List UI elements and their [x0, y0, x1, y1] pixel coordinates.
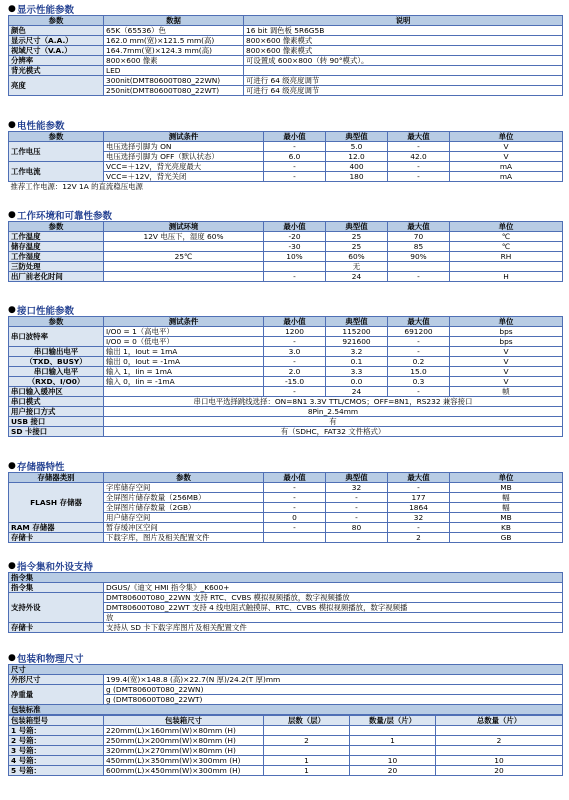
typ: 180 [326, 172, 388, 182]
min: - [264, 272, 326, 282]
interface-table [8, 316, 563, 437]
col-header: 典型值 [326, 473, 388, 483]
col-header: 最小值 [264, 222, 326, 232]
desc: 16 bit 调色板 5R6G5B [244, 26, 563, 36]
param-name: 串口输入电平 [9, 367, 104, 377]
param-name: FLASH 存储器 [9, 483, 104, 523]
electrical-section [8, 118, 563, 191]
section-title: ● 工作环境和可靠性参数 [8, 209, 113, 222]
unit: H [450, 272, 563, 282]
col-header: 典型值 [326, 317, 388, 327]
max: - [388, 172, 450, 182]
packaging-section [8, 651, 563, 776]
typ: 3.3 [326, 367, 388, 377]
col-header: 参数 [104, 473, 264, 483]
condition: 下载字库，图片及相关配置文件 [104, 533, 264, 543]
layers [264, 726, 350, 736]
param-name: 用户接口方式 [9, 407, 104, 417]
box-name: 2 号箱： [9, 736, 104, 746]
condition: 输入 0，Iin = -1mA [104, 377, 264, 387]
col-header: 参数 [9, 132, 104, 142]
value: DMT80600T080_22WT 支持 4 线电阻式触摸屏、RTC、CVBS 模拟视频播放，数字视频播 [104, 603, 563, 613]
min: 1200 [264, 327, 326, 337]
col-header: 最大值 [388, 132, 450, 142]
condition: 电压选择引脚为 OFF（默认状态） [104, 152, 264, 162]
max: 177 [388, 493, 450, 503]
typ: 25 [326, 232, 388, 242]
min: 10% [264, 252, 326, 262]
typ: 0.1 [326, 357, 388, 367]
box-size: 220mm(L)×160mm(W)×80mm (H) [104, 726, 264, 736]
unit: GB [450, 533, 563, 543]
param-name: 工作电流 [9, 162, 104, 182]
param-name: （RXD、I/O0） [9, 377, 104, 387]
typ: 5.0 [326, 142, 388, 152]
condition [104, 272, 264, 282]
per-layer: 10 [350, 756, 436, 766]
unit: V [450, 152, 563, 162]
max: - [388, 337, 450, 347]
unit: mA [450, 162, 563, 172]
condition: 字库储存空间 [104, 483, 264, 493]
box-name: 5 号箱： [9, 766, 104, 776]
col-header: 最小值 [264, 473, 326, 483]
max: - [388, 347, 450, 357]
unit: MB [450, 513, 563, 523]
max: - [388, 272, 450, 282]
param-name: 储存温度 [9, 242, 104, 252]
min: -20 [264, 232, 326, 242]
min [264, 533, 326, 543]
interface-section [8, 303, 563, 437]
param-name: 显示尺寸（A.A.） [9, 36, 104, 46]
param-name: 分辨率 [9, 56, 104, 66]
min: - [264, 142, 326, 152]
col-header: 层数（层） [264, 716, 350, 726]
col-header: 参数 [9, 16, 104, 26]
min [264, 262, 326, 272]
box-name: 4 号箱： [9, 756, 104, 766]
col-header: 最小值 [264, 317, 326, 327]
value: 199.4(宽)×148.8 (高)×22.7(N 厚)/24.2(T 厚)mm [104, 675, 563, 685]
value: 8Pin_2.54mm [104, 407, 563, 417]
condition: 暂存缓冲区空间 [104, 523, 264, 533]
environment-table [8, 221, 563, 282]
typ: - [326, 503, 388, 513]
unit: KB [450, 523, 563, 533]
col-header: 数量/层（片） [350, 716, 436, 726]
section-title: ● 包装和物理尺寸 [8, 652, 84, 665]
electrical-table [8, 131, 563, 191]
param-name: 指令集 [9, 583, 104, 593]
min: - [264, 503, 326, 513]
total [436, 726, 563, 736]
typ: 12.0 [326, 152, 388, 162]
value: 300nit(DMT80600T080_22WN) [104, 76, 244, 86]
pack-table [8, 715, 563, 776]
condition: 用户储存空间 [104, 513, 264, 523]
param-name: 串口输出电平 [9, 347, 104, 357]
value: 串口电平选择跳线选择：ON=8N1 3.3V TTL/CMOS；OFF=8N1，RS232 兼容接口 [104, 397, 563, 407]
unit: 幅 [450, 503, 563, 513]
col-header: 最大值 [388, 473, 450, 483]
typ [326, 533, 388, 543]
box-size: 320mm(L)×270mm(W)×80mm (H) [104, 746, 264, 756]
typ: 24 [326, 272, 388, 282]
min: - [264, 162, 326, 172]
unit: 帧 [450, 387, 563, 397]
max: 0.2 [388, 357, 450, 367]
col-header: 最大值 [388, 317, 450, 327]
layers: 2 [264, 736, 350, 746]
section-title: ● 指令集和外设支持 [8, 560, 94, 573]
min: -15.0 [264, 377, 326, 387]
col-header: 参数 [9, 317, 104, 327]
max: 0.3 [388, 377, 450, 387]
typ: 60% [326, 252, 388, 262]
unit [450, 262, 563, 272]
condition [104, 387, 264, 397]
table-header: 包装标准 [9, 705, 563, 715]
per-layer: 20 [350, 766, 436, 776]
unit: V [450, 142, 563, 152]
typ: 921600 [326, 337, 388, 347]
typ: 400 [326, 162, 388, 172]
col-header: 最大值 [388, 222, 450, 232]
table-header: 指令集 [9, 573, 563, 583]
desc: 可设置成 600×800（转 90°模式）。 [244, 56, 563, 66]
condition [104, 242, 264, 252]
param-name: 亮度 [9, 76, 104, 96]
value: DGUS/《迪文 HMI 指令集》_K600+ [104, 583, 563, 593]
param-name: 支持外设 [9, 593, 104, 623]
box-size: 450mm(L)×350mm(W)×300mm (H) [104, 756, 264, 766]
param-name: 出厂前老化时间 [9, 272, 104, 282]
condition: 全屏图片储存数量（256MB） [104, 493, 264, 503]
min: -30 [264, 242, 326, 252]
param-name: 工作温度 [9, 232, 104, 242]
desc: 800×600 像素模式 [244, 46, 563, 56]
param-name: 串口波特率 [9, 327, 104, 347]
param-name: RAM 存储器 [9, 523, 104, 533]
typ: 0.0 [326, 377, 388, 387]
unit: mA [450, 172, 563, 182]
param-name: USB 接口 [9, 417, 104, 427]
display-table [8, 15, 563, 96]
col-header: 单位 [450, 222, 563, 232]
max: 1864 [388, 503, 450, 513]
min: - [264, 523, 326, 533]
param-name: 净重量 [9, 685, 104, 705]
unit: V [450, 377, 563, 387]
recommendation-note: 推荐工作电源：12V 1A 的直流稳压电源 [9, 182, 563, 192]
environment-section [8, 208, 563, 282]
min: - [264, 493, 326, 503]
param-name: SD 卡接口 [9, 427, 104, 437]
box-size: 600mm(L)×450mm(W)×300mm (H) [104, 766, 264, 776]
min: - [264, 387, 326, 397]
condition: VCC=＋12V，背光亮度最大 [104, 162, 264, 172]
min: - [264, 483, 326, 493]
value: LED [104, 66, 244, 76]
col-header: 数据 [104, 16, 244, 26]
instruction-table [8, 572, 563, 633]
max: 15.0 [388, 367, 450, 377]
condition: 电压选择引脚为 ON [104, 142, 264, 152]
unit: MB [450, 483, 563, 493]
per-layer [350, 746, 436, 756]
total: 10 [436, 756, 563, 766]
per-layer: 1 [350, 736, 436, 746]
col-header: 总数量（片） [436, 716, 563, 726]
col-header: 典型值 [326, 132, 388, 142]
col-header: 包装箱尺寸 [104, 716, 264, 726]
max: - [388, 387, 450, 397]
desc [244, 66, 563, 76]
total [436, 746, 563, 756]
unit: bps [450, 337, 563, 347]
layers [264, 746, 350, 756]
param-name: 背光模式 [9, 66, 104, 76]
max: 85 [388, 242, 450, 252]
condition: 输入 1，Iin = 1mA [104, 367, 264, 377]
col-header: 存储器类别 [9, 473, 104, 483]
layers: 1 [264, 766, 350, 776]
max: - [388, 142, 450, 152]
param-name: 存储卡 [9, 533, 104, 543]
col-header: 典型值 [326, 222, 388, 232]
desc: 可进行 64 级亮度调节 [244, 86, 563, 96]
max: - [388, 523, 450, 533]
box-size: 250mm(L)×200mm(W)×80mm (H) [104, 736, 264, 746]
param-name: 外形尺寸 [9, 675, 104, 685]
box-name: 3 号箱： [9, 746, 104, 756]
unit: bps [450, 327, 563, 337]
typ: 25 [326, 242, 388, 252]
typ: 115200 [326, 327, 388, 337]
typ: 32 [326, 483, 388, 493]
col-header: 参数 [9, 222, 104, 232]
value: 支持从 SD 卡下载字库图片及相关配置文件 [104, 623, 563, 633]
max: - [388, 162, 450, 172]
max: 2 [388, 533, 450, 543]
condition: VCC=＋12V，背光关闭 [104, 172, 264, 182]
max: - [388, 483, 450, 493]
value: 800×600 像素 [104, 56, 244, 66]
condition: 25℃ [104, 252, 264, 262]
param-name: （TXD、BUSY） [9, 357, 104, 367]
typ: 24 [326, 387, 388, 397]
col-header: 最小值 [264, 132, 326, 142]
min: 3.0 [264, 347, 326, 357]
unit: V [450, 367, 563, 377]
condition: I/O0 = 1（高电平） [104, 327, 264, 337]
section-title: ● 显示性能参数 [8, 3, 75, 16]
param-name: 串口输入缓冲区 [9, 387, 104, 397]
size-table [8, 664, 563, 715]
param-name: 存储卡 [9, 623, 104, 633]
per-layer [350, 726, 436, 736]
param-name: 串口模式 [9, 397, 104, 407]
param-name: 工作电压 [9, 142, 104, 162]
col-header: 单位 [450, 132, 563, 142]
value: 162.0 mm(宽)×121.5 mm(高) [104, 36, 244, 46]
condition: 输出 0，Iout = -1mA [104, 357, 264, 367]
param-name: 颜色 [9, 26, 104, 36]
col-header: 测试环境 [104, 222, 264, 232]
unit: V [450, 347, 563, 357]
value: g (DMT80600T080_22WN) [104, 685, 563, 695]
col-header: 单位 [450, 317, 563, 327]
param-name: 视域尺寸（V.A.） [9, 46, 104, 56]
unit: ℃ [450, 242, 563, 252]
unit: RH [450, 252, 563, 262]
typ: 3.2 [326, 347, 388, 357]
storage-section [8, 459, 563, 543]
min: - [264, 357, 326, 367]
value: 164.7mm(宽)×124.3 mm(高) [104, 46, 244, 56]
col-header: 说明 [244, 16, 563, 26]
unit: 幅 [450, 493, 563, 503]
table-header: 尺寸 [9, 665, 563, 675]
typ: 无 [326, 262, 388, 272]
min: - [264, 172, 326, 182]
min: 2.0 [264, 367, 326, 377]
min: - [264, 337, 326, 347]
desc: 800×600 像素模式 [244, 36, 563, 46]
max: 42.0 [388, 152, 450, 162]
typ: - [326, 493, 388, 503]
value: DMT80600T080_22WN 支持 RTC、CVBS 模拟视频播放，数字视频播放 [104, 593, 563, 603]
total: 2 [436, 736, 563, 746]
typ: - [326, 513, 388, 523]
value: g (DMT80600T080_22WT) [104, 695, 563, 705]
display-section [8, 2, 563, 96]
max: 32 [388, 513, 450, 523]
col-header: 包装箱型号 [9, 716, 104, 726]
instruction-section [8, 559, 563, 633]
max: 691200 [388, 327, 450, 337]
desc: 可进行 64 级亮度调节 [244, 76, 563, 86]
box-name: 1 号箱： [9, 726, 104, 736]
storage-table [8, 472, 563, 543]
param-name: 三防处理 [9, 262, 104, 272]
param-name: 工作湿度 [9, 252, 104, 262]
section-title: ● 电性能参数 [8, 119, 65, 132]
condition: 输出 1，Iout = 1mA [104, 347, 264, 357]
col-header: 单位 [450, 473, 563, 483]
value: 有（SDHC，FAT32 文件格式） [104, 427, 563, 437]
max: 70 [388, 232, 450, 242]
section-title: ● 接口性能参数 [8, 304, 75, 317]
unit: V [450, 357, 563, 367]
min: 0 [264, 513, 326, 523]
typ: 80 [326, 523, 388, 533]
col-header: 测试条件 [104, 132, 264, 142]
condition [104, 262, 264, 272]
min: 6.0 [264, 152, 326, 162]
section-title: ● 存储器特性 [8, 460, 65, 473]
total: 20 [436, 766, 563, 776]
condition: I/O0 = 0（低电平） [104, 337, 264, 347]
condition: 12V 电压下，湿度 60% [104, 232, 264, 242]
value: 65K（65536）色 [104, 26, 244, 36]
condition: 全屏图片储存数量（2GB） [104, 503, 264, 513]
value: 有 [104, 417, 563, 427]
max [388, 262, 450, 272]
layers: 1 [264, 756, 350, 766]
max: 90% [388, 252, 450, 262]
value: 250nit(DMT80600T080_22WT) [104, 86, 244, 96]
col-header: 测试条件 [104, 317, 264, 327]
unit: ℃ [450, 232, 563, 242]
value: 放 [104, 613, 563, 623]
